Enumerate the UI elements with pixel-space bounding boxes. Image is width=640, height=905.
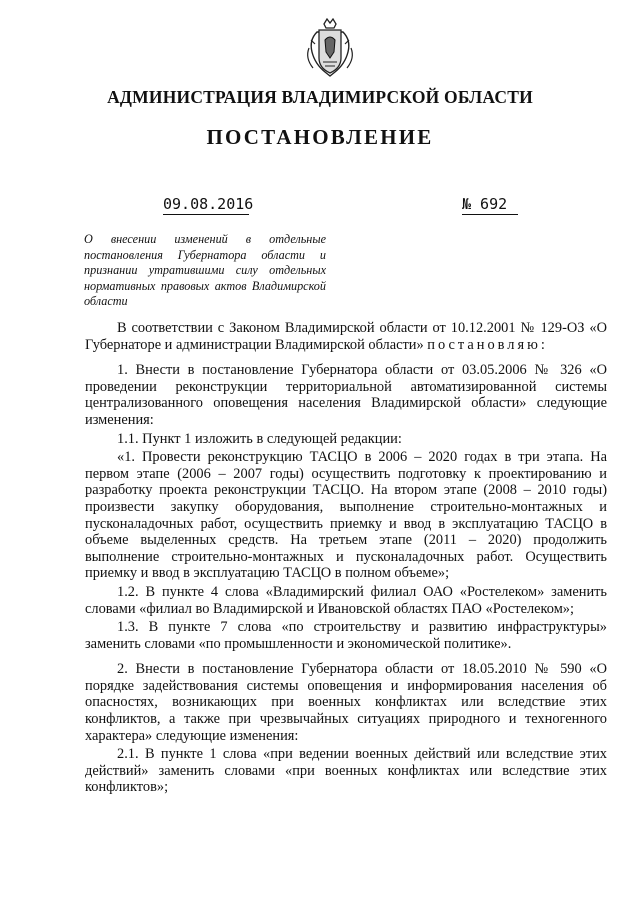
document-subject: О внесении изменений в отдельные постановления Губернатора области и признании утратившими силу отдельных нормативных правовых актов Владимирской области [84, 232, 326, 309]
document-type-title: ПОСТАНОВЛЕНИЕ [206, 125, 434, 149]
paragraph-1-1: 1.1. Пункт 1 изложить в следующей редакции: [117, 430, 402, 447]
paragraph-1-1-text: «1. Провести реконструкцию ТАСЦО в 2006 – 2020 годах в три этапа. На первом этапе (2006 – 2007 годы) осуществить подготовку к проектированию и разработку проекта реконструкции ТАСЦО. На втором этапе (2008 – 2010 годы) произвести закупку оборудования, выполнение строительно-монтажных и пусконаладочных работ, осуществить приемку и ввод в эксплуатацию ТАСЦО в объеме выделенных средств. На третьем этапе (2011 – 2020) продолжить выполнение строительно-монтажных и пусконаладочных работ. Осуществить приемку и ввод в эксплуатацию ТАСЦО в полном объеме»; [85, 449, 607, 582]
preamble-decree: постановляю: [427, 336, 548, 353]
paragraph-1: 1. Внести в постановление Губернатора области от 03.05.2006 № 326 «О проведении реконструкции территориальной автоматизированной системы централизованного оповещения населения Владимирской области» следующие изменения: [85, 362, 607, 428]
preamble-paragraph [85, 320, 607, 353]
paragraph-1-3: 1.3. В пункте 7 слова «по строительству и развитию инфраструктуры» заменить словами «по промышленности и экономической политике». [85, 619, 607, 652]
preamble-text: В соответствии с Законом Владимирской области от 10.12.2001 № 129-ОЗ «О Губернаторе и администрации Владимирской области» [85, 320, 607, 353]
document-number: № 692 [462, 195, 518, 215]
paragraph-2-1: 2.1. В пункте 1 слова «при ведении военных действий или вследствие этих действий» заменить словами «при военных конфликтах или вследствие этих конфликтов»; [85, 746, 607, 796]
coat-of-arms-icon [303, 18, 357, 80]
organization-name: АДМИНИСТРАЦИЯ ВЛАДИМИРСКОЙ ОБЛАСТИ [107, 87, 533, 107]
paragraph-1-2: 1.2. В пункте 4 слова «Владимирский филиал ОАО «Ростелеком» заменить словами «филиал во Владимирской и Ивановской областях ПАО «Ростелеком»; [85, 583, 607, 617]
document-body [85, 320, 607, 796]
paragraph-2: 2. Внести в постановление Губернатора области от 18.05.2010 № 590 «О порядке задействования системы оповещения и информирования населения об опасностях, возникающих при военных конфликтах или вследствие этих конфликтов, а также при чрезвычайных ситуациях природного и техногенного характера» следующие изменения: [85, 661, 607, 744]
document-date: 09.08.2016 [163, 195, 254, 213]
